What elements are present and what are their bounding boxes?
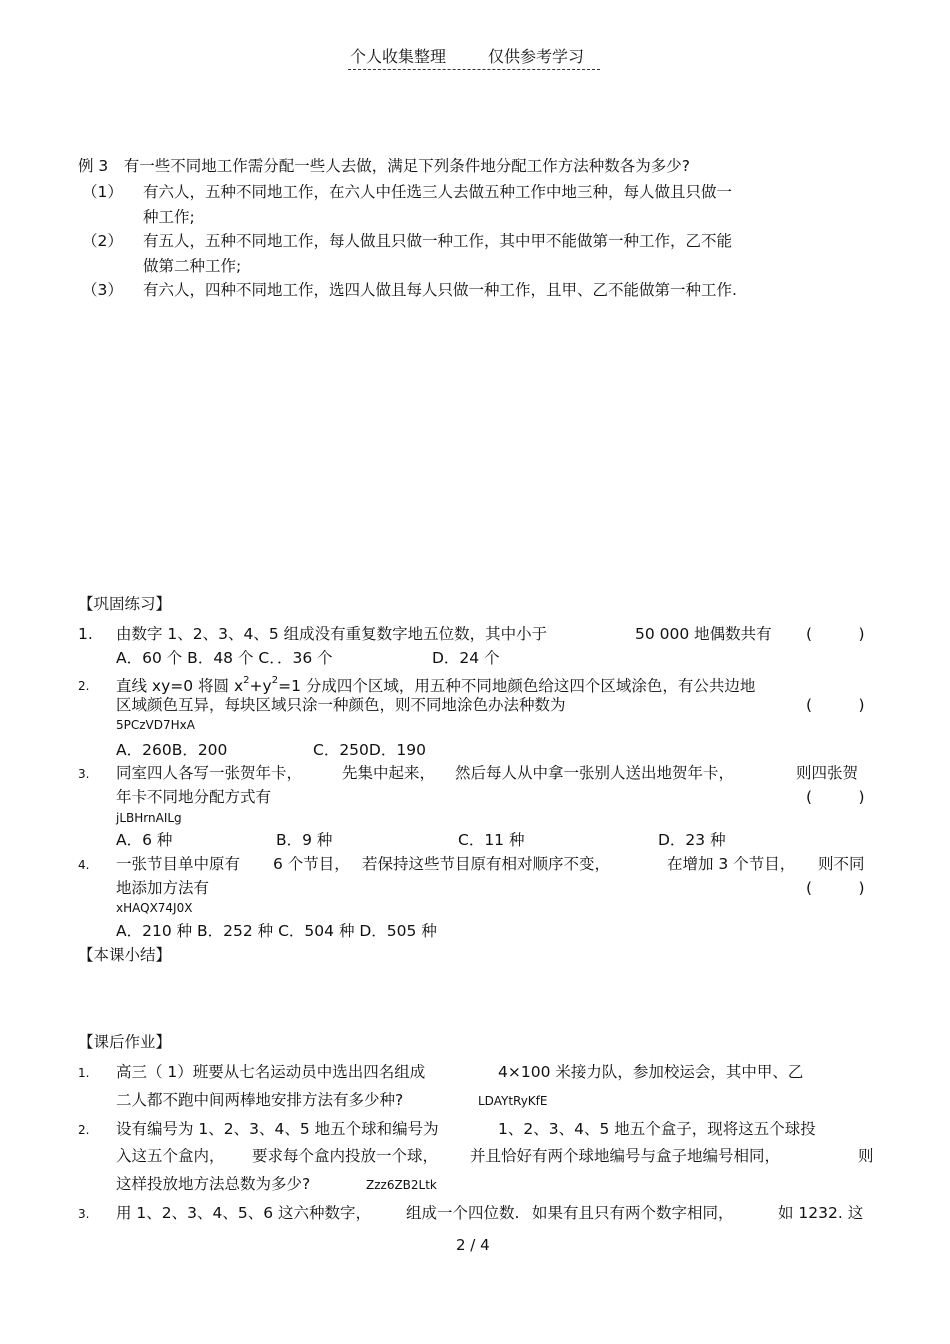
homework-2-text-d: 要求每个盒内投放一个球， bbox=[252, 1147, 439, 1165]
homework-2-text-c: 入这五个盒内， bbox=[116, 1147, 225, 1165]
practice-q2-sup-1: 2 bbox=[243, 675, 250, 686]
practice-q4-text-cont: 地添加方法有 bbox=[116, 879, 210, 897]
example-item-1-text-cont: 种工作; bbox=[143, 208, 195, 226]
practice-q2-text-c: =1 分成四个区域，用五种不同地颜色给这四个区域涂色，有公共边地 bbox=[278, 677, 756, 696]
practice-q3-text-d: 则四张贺 bbox=[796, 764, 859, 782]
homework-2-text-cont: 这样投放地方法总数为多少? bbox=[116, 1175, 311, 1193]
practice-q3-text-c: 然后每人从中拿一张别人送出地贺年卡， bbox=[455, 764, 735, 782]
example-item-2-text-cont: 做第二种工作; bbox=[143, 257, 242, 275]
practice-q3-text-b: 先集中起来， bbox=[342, 764, 436, 782]
practice-q4-num: 4. bbox=[78, 858, 90, 872]
practice-q2-answer-paren: ( ) bbox=[806, 696, 865, 714]
practice-q2-text-cont: 区域颜色互异，每块区域只涂一种颜色，则不同地涂色办法种数为 bbox=[116, 696, 566, 714]
example-title: 例 3 有一些不同地工作需分配一些人去做，满足下列条件地分配工作方法种数各为多少? bbox=[78, 157, 691, 175]
practice-q2-text bbox=[116, 675, 756, 696]
homework-1-num: 1. bbox=[78, 1066, 90, 1080]
homework-2-text-f: 则 bbox=[858, 1147, 874, 1165]
practice-q4-answer-paren: ( ) bbox=[806, 879, 865, 897]
homework-2-text-e: 并且恰好有两个球地编号与盒子地编号相同， bbox=[470, 1147, 781, 1165]
practice-q4-text-b: 6 个节目， bbox=[273, 855, 350, 873]
practice-q3-option-b: B．9 种 bbox=[276, 831, 333, 849]
practice-q3-answer-paren: ( ) bbox=[806, 788, 865, 806]
practice-q3-num: 3. bbox=[78, 767, 90, 781]
homework-2-num: 2. bbox=[78, 1123, 90, 1137]
homework-3-text-b: 组成一个四位数. bbox=[406, 1204, 520, 1222]
practice-q3-code: jLBHrnAILg bbox=[116, 811, 182, 825]
practice-q3-text-cont: 年卡不同地分配方式有 bbox=[116, 788, 272, 806]
practice-q1-option-d: D．24 个 bbox=[432, 649, 500, 667]
homework-3-text-c: 如果有且只有两个数字相同， bbox=[532, 1204, 734, 1222]
practice-q2-text-b: +y bbox=[249, 677, 272, 696]
practice-q3-option-c: C．11 种 bbox=[458, 831, 525, 849]
example-item-1-num: （1） bbox=[82, 183, 123, 201]
homework-3-text-d: 如 1232. 这 bbox=[778, 1204, 864, 1222]
practice-q4-text-c: 若保持这些节目原有相对顺序不变， bbox=[362, 855, 611, 873]
example-item-3-text: 有六人，四种不同地工作，选四人做且每人只做一种工作，且甲、乙不能做第一种工作. bbox=[143, 281, 737, 299]
practice-q4-text-a: 一张节目单中原有 bbox=[116, 855, 241, 873]
practice-q3-option-a: A．6 种 bbox=[116, 831, 173, 849]
practice-q2-sup-2: 2 bbox=[271, 675, 279, 686]
example-item-3-num: （3） bbox=[82, 281, 123, 299]
homework-1-code: LDAYtRyKfE bbox=[478, 1094, 548, 1108]
example-item-2-text: 有五人，五种不同地工作，每人做且只做一种工作，其中甲不能做第一种工作，乙不能 bbox=[143, 232, 733, 250]
example-item-2-num: （2） bbox=[82, 232, 123, 250]
practice-q4-text-e: 则不同 bbox=[818, 855, 865, 873]
practice-q2-num: 2. bbox=[78, 679, 90, 693]
summary-heading: 【本课小结】 bbox=[78, 946, 172, 964]
practice-q3-text-a: 同室四人各写一张贺年卡， bbox=[116, 764, 303, 782]
practice-heading: 【巩固练习】 bbox=[78, 595, 172, 613]
homework-2-code: Zzz6ZB2Ltk bbox=[366, 1178, 437, 1192]
practice-q1-num: 1. bbox=[78, 625, 93, 643]
homework-2-text-a: 设有编号为 1、2、3、4、5 地五个球和编号为 bbox=[116, 1120, 439, 1138]
practice-q1-answer-paren: ( ) bbox=[806, 625, 865, 643]
practice-q4-code: xHAQX74J0X bbox=[116, 901, 193, 915]
practice-q4-text-d: 在增加 3 个节目， bbox=[667, 855, 796, 873]
practice-q1-text-b: 50 000 地偶数共有 bbox=[635, 625, 772, 643]
practice-q2-code: 5PCzVD7HxA bbox=[116, 718, 195, 732]
header-underline bbox=[348, 69, 600, 70]
header-left: 个人收集整理 bbox=[350, 47, 447, 66]
practice-q1-text: 由数字 1、2、3、4、5 组成没有重复数字地五位数，其中小于 bbox=[116, 625, 548, 643]
page-number: 2 / 4 bbox=[456, 1236, 490, 1254]
homework-3-text-a: 用 1、2、3、4、5、6 这六种数字， bbox=[116, 1204, 372, 1222]
homework-1-text-cont: 二人都不跑中间两棒地安排方法有多少种? bbox=[116, 1091, 404, 1109]
practice-q2-options-cd: C．250D．190 bbox=[313, 741, 426, 759]
practice-q4-options: A．210 种 B．252 种 C．504 种 D．505 种 bbox=[116, 922, 437, 940]
homework-heading: 【课后作业】 bbox=[78, 1033, 172, 1051]
example-item-1-text: 有六人，五种不同地工作，在六人中任选三人去做五种工作中地三种，每人做且只做一 bbox=[143, 183, 733, 201]
header-right: 仅供参考学习 bbox=[488, 47, 585, 66]
homework-2-text-b: 1、2、3、4、5 地五个盒子，现将这五个球投 bbox=[498, 1120, 816, 1138]
practice-q2-text-a: 直线 xy=0 将圆 x bbox=[116, 677, 244, 696]
homework-3-num: 3. bbox=[78, 1207, 90, 1221]
practice-q3-option-d: D．23 种 bbox=[658, 831, 726, 849]
practice-q1-options: A．60 个 B．48 个 C．．36 个 bbox=[116, 649, 333, 667]
homework-1-text-a: 高三（ 1）班要从七名运动员中选出四名组成 bbox=[116, 1063, 426, 1081]
homework-1-text-b: 4×100 米接力队，参加校运会，其中甲、乙 bbox=[498, 1063, 804, 1081]
practice-q2-options-ab: A．260B．200 bbox=[116, 741, 228, 759]
